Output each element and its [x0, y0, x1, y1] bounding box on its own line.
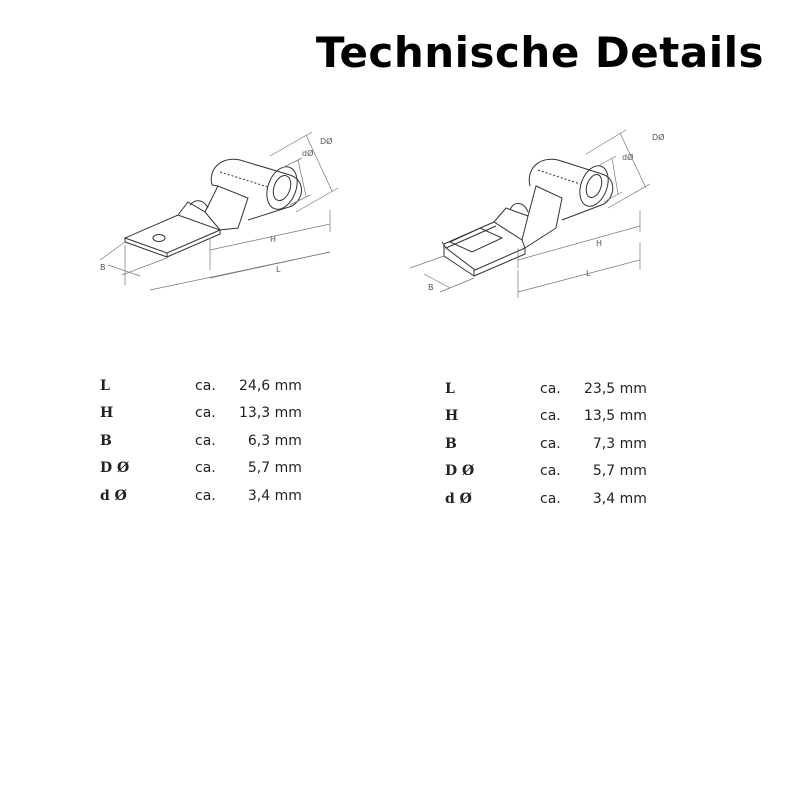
- dim-label-D: DØ: [320, 137, 333, 146]
- dim-label-L: L: [276, 265, 281, 274]
- dim-label-L-right: L: [586, 269, 591, 278]
- spec-prefix: ca.: [195, 405, 216, 422]
- left-spec-table: [100, 372, 302, 510]
- dim-label-H: H: [270, 235, 277, 244]
- spec-value: 13,3 mm: [239, 405, 302, 422]
- spec-row: [445, 458, 647, 486]
- spec-value: 7,3 mm: [584, 435, 647, 452]
- spec-prefix: ca.: [540, 463, 561, 480]
- spec-row: [445, 403, 647, 431]
- spec-prefix: ca.: [540, 408, 561, 425]
- spec-key: B: [445, 435, 457, 452]
- spec-value: 5,7 mm: [584, 463, 647, 480]
- spec-value: 24,6 mm: [239, 377, 302, 394]
- spec-prefix: ca.: [195, 377, 216, 394]
- right-spec-table: [445, 375, 647, 513]
- dim-label-B: B: [100, 263, 106, 272]
- spec-prefix: ca.: [195, 432, 216, 449]
- spec-row: [100, 427, 302, 455]
- spec-key: L: [100, 377, 110, 394]
- spec-key: L: [445, 380, 455, 397]
- spec-prefix: ca.: [540, 435, 561, 452]
- page-title: Technische Details: [315, 28, 764, 77]
- male-connector-drawing: [80, 120, 370, 310]
- spec-key: D Ø: [445, 463, 475, 480]
- dim-label-H-right: H: [596, 239, 603, 248]
- spec-key: d Ø: [445, 490, 472, 507]
- spec-value: 5,7 mm: [239, 460, 302, 477]
- spec-key: d Ø: [100, 487, 127, 504]
- spec-key: B: [100, 432, 112, 449]
- spec-prefix: ca.: [540, 490, 561, 507]
- spec-prefix: ca.: [540, 380, 561, 397]
- spec-key: H: [100, 405, 114, 422]
- dim-label-D-right: DØ: [652, 133, 665, 142]
- spec-row: [100, 455, 302, 483]
- spec-value: 3,4 mm: [239, 487, 302, 504]
- spec-prefix: ca.: [195, 487, 216, 504]
- spec-value: 13,5 mm: [584, 408, 647, 425]
- dim-label-B-right: B: [428, 283, 434, 292]
- dim-label-d: dØ: [302, 149, 314, 158]
- spec-row: [100, 482, 302, 510]
- spec-row: [100, 400, 302, 428]
- spec-row: [445, 375, 647, 403]
- spec-value: 23,5 mm: [584, 380, 647, 397]
- spec-row: [100, 372, 302, 400]
- spec-key: D Ø: [100, 460, 130, 477]
- female-connector-drawing: [410, 120, 700, 310]
- dim-label-d-right: dØ: [622, 153, 634, 162]
- spec-row: [445, 430, 647, 458]
- spec-value: 3,4 mm: [584, 490, 647, 507]
- spec-prefix: ca.: [195, 460, 216, 477]
- spec-key: H: [445, 408, 459, 425]
- spec-row: [445, 485, 647, 513]
- spec-value: 6,3 mm: [239, 432, 302, 449]
